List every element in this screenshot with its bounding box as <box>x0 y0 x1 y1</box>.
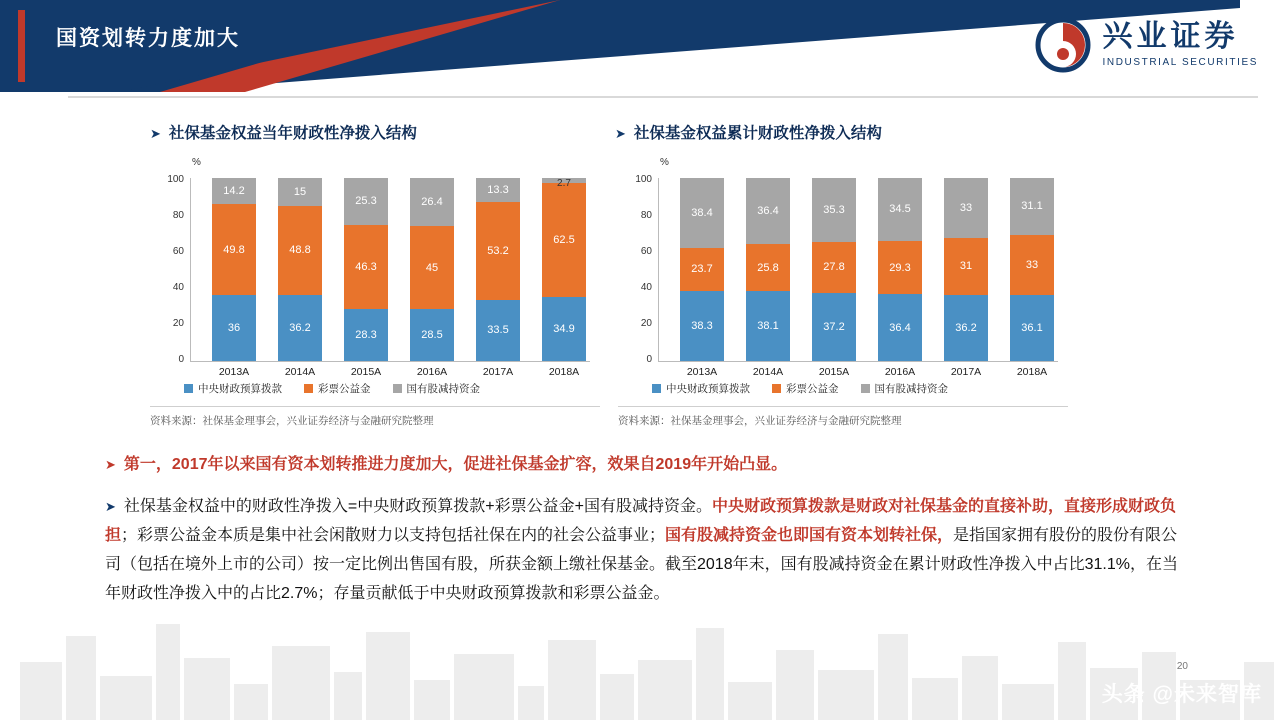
triangle-bullet-icon: ➤ <box>105 457 116 472</box>
seg-state-share: 13.3 <box>476 178 520 202</box>
seg-lottery: 45 <box>410 226 454 308</box>
triangle-bullet-icon: ➤ <box>615 126 626 141</box>
seg-state-share: 14.2 <box>212 178 256 204</box>
body-paragraph-1: ➤ 第一，2017年以来国有资本划转推进力度加大，促进社保基金扩容，效果自2019年开始凸显。 <box>105 456 788 473</box>
watermark: 头条 @未来智库 <box>1101 683 1262 706</box>
company-logo <box>1035 16 1258 74</box>
seg-state-share: 15 <box>278 178 322 206</box>
seg-state-share: 36.4 <box>746 178 790 244</box>
chart-2-title: ➤ 社保基金权益累计财政性净拨入结构 <box>615 125 882 142</box>
seg-state-share <box>542 178 586 183</box>
chart-2-bar-2016A <box>878 178 922 361</box>
seg-state-share: 35.3 <box>812 178 856 242</box>
legend-swatch-icon <box>393 384 402 393</box>
seg-lottery: 25.8 <box>746 244 790 291</box>
legend-swatch-icon <box>652 384 661 393</box>
chart-1-bar-2015A <box>344 178 388 361</box>
seg-state-share: 38.4 <box>680 178 724 248</box>
seg-lottery: 31 <box>944 238 988 295</box>
chart-1-ytick: 20 <box>172 318 184 329</box>
chart-1-ytick: 100 <box>167 174 184 185</box>
chart-2-bar-2015A <box>812 178 856 361</box>
chart-2 <box>618 157 1068 390</box>
chart-2-ytick: 0 <box>646 354 652 365</box>
seg-central-budget: 38.3 <box>680 291 724 361</box>
chart-2-bar-2018A <box>1010 178 1054 361</box>
seg-central-budget: 28.3 <box>344 309 388 361</box>
chart-2-bar-2013A <box>680 178 724 361</box>
chart-1-xtick: 2014A <box>284 366 316 378</box>
legend-item: 中央财政预算拨款 <box>652 381 750 396</box>
chart-2-xtick: 2016A <box>884 366 916 378</box>
chart-1-ytick: 0 <box>178 354 184 365</box>
legend-item: 国有股减持资金 <box>393 381 481 396</box>
seg-central-budget: 33.5 <box>476 300 520 361</box>
legend-swatch-icon <box>184 384 193 393</box>
chart-1-ytick: 60 <box>172 246 184 257</box>
legend-swatch-icon <box>861 384 870 393</box>
seg-state-share: 33 <box>944 178 988 238</box>
chart-2-ytick: 100 <box>635 174 652 185</box>
seg-state-share: 31.1 <box>1010 178 1054 235</box>
chart-2-x-axis <box>658 361 1058 362</box>
chart-1-bar-2014A <box>278 178 322 361</box>
chart-1-bar-2013A <box>212 178 256 361</box>
seg-central-budget: 36.1 <box>1010 295 1054 361</box>
body-paragraph-2 <box>105 492 1185 608</box>
chart-1-xtick: 2016A <box>416 366 448 378</box>
chart-1-y-axis <box>190 178 191 362</box>
chart-2-unit: % <box>660 157 669 168</box>
chart-1-bar-2017A <box>476 178 520 361</box>
legend-swatch-icon <box>772 384 781 393</box>
chart-2-ytick: 60 <box>640 246 652 257</box>
chart-2-source-divider <box>618 406 1068 407</box>
chart-1-unit: % <box>192 157 201 168</box>
chart-2-bar-2017A <box>944 178 988 361</box>
chart-1-bar-2016A <box>410 178 454 361</box>
legend-item: 国有股减持资金 <box>861 381 949 396</box>
page-number: 20 <box>1176 661 1188 672</box>
header-accent-bar <box>18 10 25 82</box>
body-p2-part4: 国有股减持资金也即国有资本划转社保， <box>665 527 954 544</box>
legend-item: 彩票公益金 <box>304 381 371 396</box>
body-p2-part2: 中央财政预算拨款是财政对社保基金的直接补助，直接形成财政负担 <box>105 498 1176 544</box>
footer-skyline <box>0 600 1280 720</box>
chart-2-source: 资料来源：社保基金理事会，兴业证券经济与金融研究院整理 <box>618 415 902 427</box>
logo-mark-icon <box>1035 17 1091 73</box>
seg-central-budget: 36 <box>212 295 256 361</box>
chart-2-y-axis <box>658 178 659 362</box>
chart-2-legend <box>652 381 948 396</box>
chart-1-xtick: 2015A <box>350 366 382 378</box>
chart-2-ytick: 80 <box>640 210 652 221</box>
chart-1-source-divider <box>150 406 600 407</box>
chart-2-xtick: 2015A <box>818 366 850 378</box>
chart-2-xtick: 2013A <box>686 366 718 378</box>
body-p2-part1: 社保基金权益中的财政性净拨入=中央财政预算拨款+彩票公益金+国有股减持资金。 <box>123 498 712 515</box>
legend-item: 彩票公益金 <box>772 381 839 396</box>
header-divider <box>68 96 1258 98</box>
chart-1-legend <box>184 381 480 396</box>
chart-2-bar-2014A <box>746 178 790 361</box>
seg-lottery: 46.3 <box>344 225 388 310</box>
legend-item: 中央财政预算拨款 <box>184 381 282 396</box>
chart-1-x-axis <box>190 361 590 362</box>
logo-text-en: INDUSTRIAL SECURITIES <box>1102 57 1258 68</box>
chart-2-xtick: 2014A <box>752 366 784 378</box>
chart-2-xtick: 2017A <box>950 366 982 378</box>
chart-1-source: 资料来源：社保基金理事会，兴业证券经济与金融研究院整理 <box>150 415 434 427</box>
seg-central-budget: 36.4 <box>878 294 922 361</box>
seg-central-budget: 36.2 <box>944 295 988 361</box>
triangle-bullet-icon: ➤ <box>150 126 161 141</box>
seg-lottery: 27.8 <box>812 242 856 293</box>
legend-swatch-icon <box>304 384 313 393</box>
chart-1-title: ➤ 社保基金权益当年财政性净拨入结构 <box>150 125 417 142</box>
seg-central-budget: 38.1 <box>746 291 790 361</box>
chart-1-xtick: 2017A <box>482 366 514 378</box>
chart-2-ytick: 20 <box>640 318 652 329</box>
seg-state-share: 34.5 <box>878 178 922 241</box>
triangle-bullet-icon: ➤ <box>105 499 116 514</box>
seg-central-budget: 34.9 <box>542 297 586 361</box>
chart-1-xtick: 2018A <box>548 366 580 378</box>
seg-central-budget: 37.2 <box>812 293 856 361</box>
logo-text-cn: 兴业证券 <box>1102 20 1239 53</box>
seg-lottery: 29.3 <box>878 241 922 295</box>
seg-lottery: 49.8 <box>212 204 256 295</box>
seg-lottery: 33 <box>1010 235 1054 295</box>
chart-1-ytick: 80 <box>172 210 184 221</box>
seg-state-share: 26.4 <box>410 178 454 226</box>
chart-1-ytick: 40 <box>172 282 184 293</box>
seg-central-budget: 28.5 <box>410 309 454 361</box>
seg-lottery: 48.8 <box>278 206 322 295</box>
seg-lottery: 53.2 <box>476 202 520 299</box>
slide-header <box>0 0 1280 92</box>
chart-1-xtick: 2013A <box>218 366 250 378</box>
body-p2-part3: ；彩票公益金本质是集中社会闲散财力以支持包括社保在内的社会公益事业； <box>121 527 666 544</box>
chart-1 <box>150 157 600 390</box>
body-p2-part5: 是指国家拥有股份的股份有限公司（包括在境外上市的公司）按一定比例出售国有股，所获金额上缴社保基金。截至2018年末，国有股减持资金在累计财政性净拨入中占比31.1%，在当年财政性净拨入中的占比2.7%；存量贡献低于中央财政预算拨款和彩票公益金。 <box>105 527 1178 602</box>
chart-1-bar-2018A <box>542 178 586 361</box>
chart-2-ytick: 40 <box>640 282 652 293</box>
seg-central-budget: 36.2 <box>278 295 322 361</box>
chart-2-xtick: 2018A <box>1016 366 1048 378</box>
seg-lottery: 23.7 <box>680 248 724 291</box>
seg-lottery: 62.5 <box>542 183 586 297</box>
page-title: 国资划转力度加大 <box>56 27 240 50</box>
seg-state-share: 25.3 <box>344 178 388 225</box>
